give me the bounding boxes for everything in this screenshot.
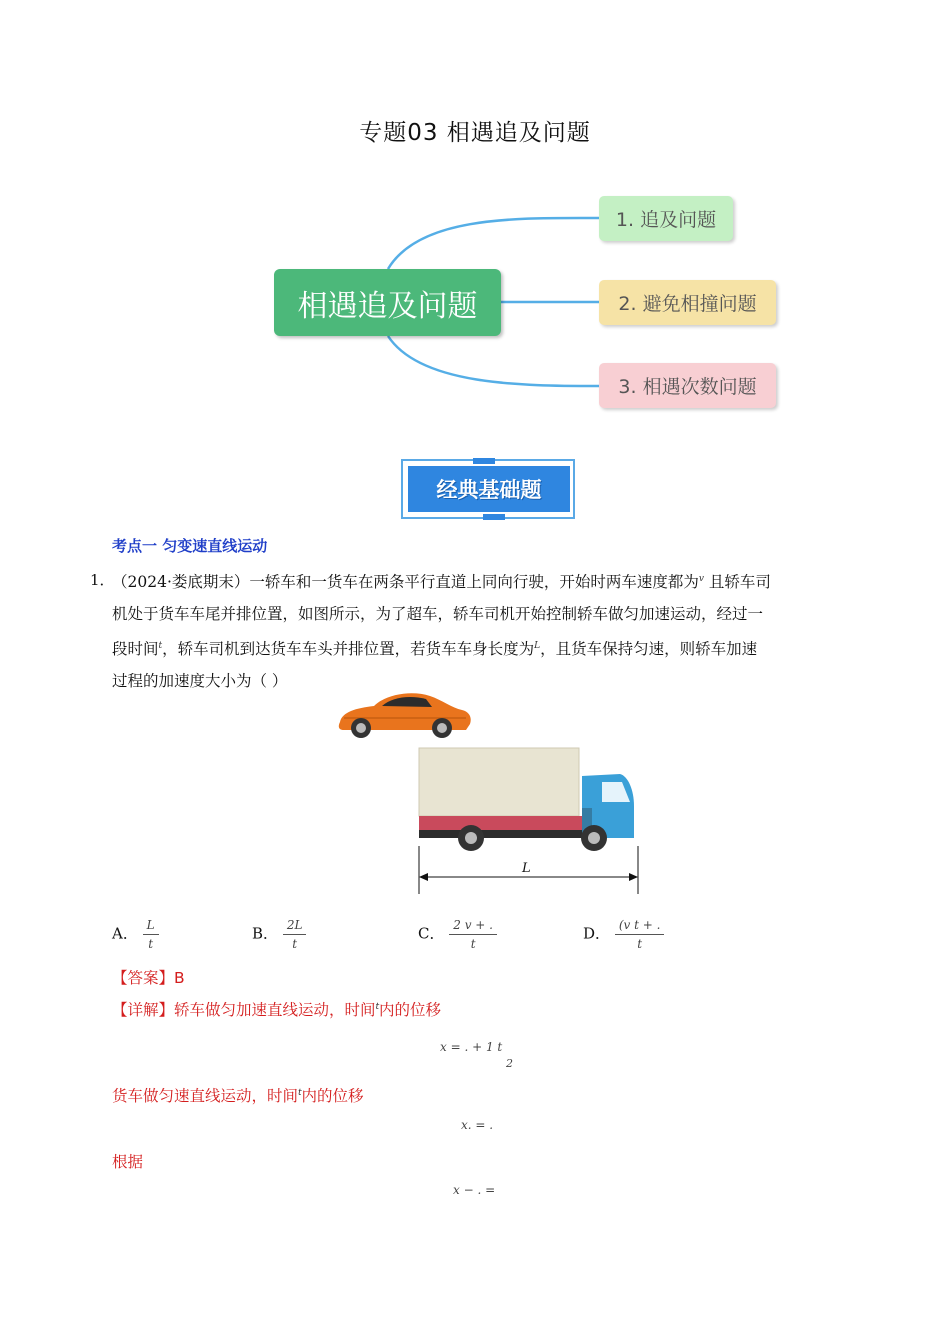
option-d-label: D．: [583, 924, 611, 943]
option-a-label: A．: [112, 924, 138, 943]
section-badge: [401, 459, 577, 521]
question-line-1b: 且轿车司: [708, 573, 771, 592]
equation-2: x. = .: [461, 1118, 494, 1132]
option-a[interactable]: [112, 918, 159, 951]
detail-line-1: 【详解】轿车做匀加速直线运动，时间$^t$内的位移: [112, 1001, 442, 1019]
option-d-formula: $\frac{\text{(v t + .}}{t}$: [615, 918, 665, 951]
mindmap-center-node: 相遇追及问题: [274, 269, 501, 336]
mindmap-node-chase: 1. 追及问题: [599, 196, 733, 241]
var-t: t: [158, 641, 163, 652]
page-title: 专题03 相遇追及问题: [359, 120, 591, 146]
question-line-2: 机处于货车车尾并排位置，如图所示，为了超车，轿车司机开始控制轿车做匀加速运动，经过一: [112, 605, 764, 624]
option-d[interactable]: [583, 918, 664, 951]
detail-line-3: 根据: [112, 1153, 144, 1171]
option-b-formula: $\frac{2L}{t}$: [283, 918, 307, 951]
figure-length-label: L: [522, 861, 531, 876]
truck-illustration: [416, 746, 640, 896]
option-c-formula: $\frac{2 v + .}{t}$: [449, 918, 497, 951]
option-c[interactable]: [418, 918, 497, 951]
question-line-1: （2024·娄底期末）一轿车和一货车在两条平行直道上同向行驶，开始时两车速度都为: [112, 573, 699, 592]
question-line-4: 过程的加速度大小为（ ）: [112, 672, 288, 691]
question-line-3: 段时间: [112, 640, 159, 659]
answer: 【答案】B: [112, 969, 185, 987]
equation-1: x = . + 1 t 2: [440, 1040, 513, 1070]
var-L: L: [534, 641, 541, 652]
option-c-label: C．: [418, 924, 445, 943]
kaodian-heading: 考点一 匀变速直线运动: [112, 537, 268, 555]
car-illustration: [334, 688, 476, 742]
question-text: [112, 563, 862, 697]
option-a-formula: $\frac{L}{t}$: [143, 918, 159, 951]
mindmap-connectors: [0, 0, 950, 440]
mindmap-node-avoid-collision: 2. 避免相撞问题: [599, 280, 776, 325]
option-b[interactable]: [252, 918, 306, 951]
var-v: v: [698, 574, 704, 584]
mindmap-node-meet-count: 3. 相遇次数问题: [599, 363, 776, 408]
section-badge-label: 经典基础题: [408, 466, 570, 512]
question-line-3c: ，且货车保持匀速，则轿车加速: [540, 640, 758, 659]
question-number: 1．: [90, 571, 115, 589]
detail-line-2: 货车做匀速直线运动，时间$^t$内的位移: [112, 1087, 364, 1105]
equation-3: x − . =: [453, 1183, 496, 1197]
option-b-label: B．: [252, 924, 279, 943]
question-line-3b: ，轿车司机到达货车车头并排位置，若货车车身长度为: [162, 640, 535, 659]
